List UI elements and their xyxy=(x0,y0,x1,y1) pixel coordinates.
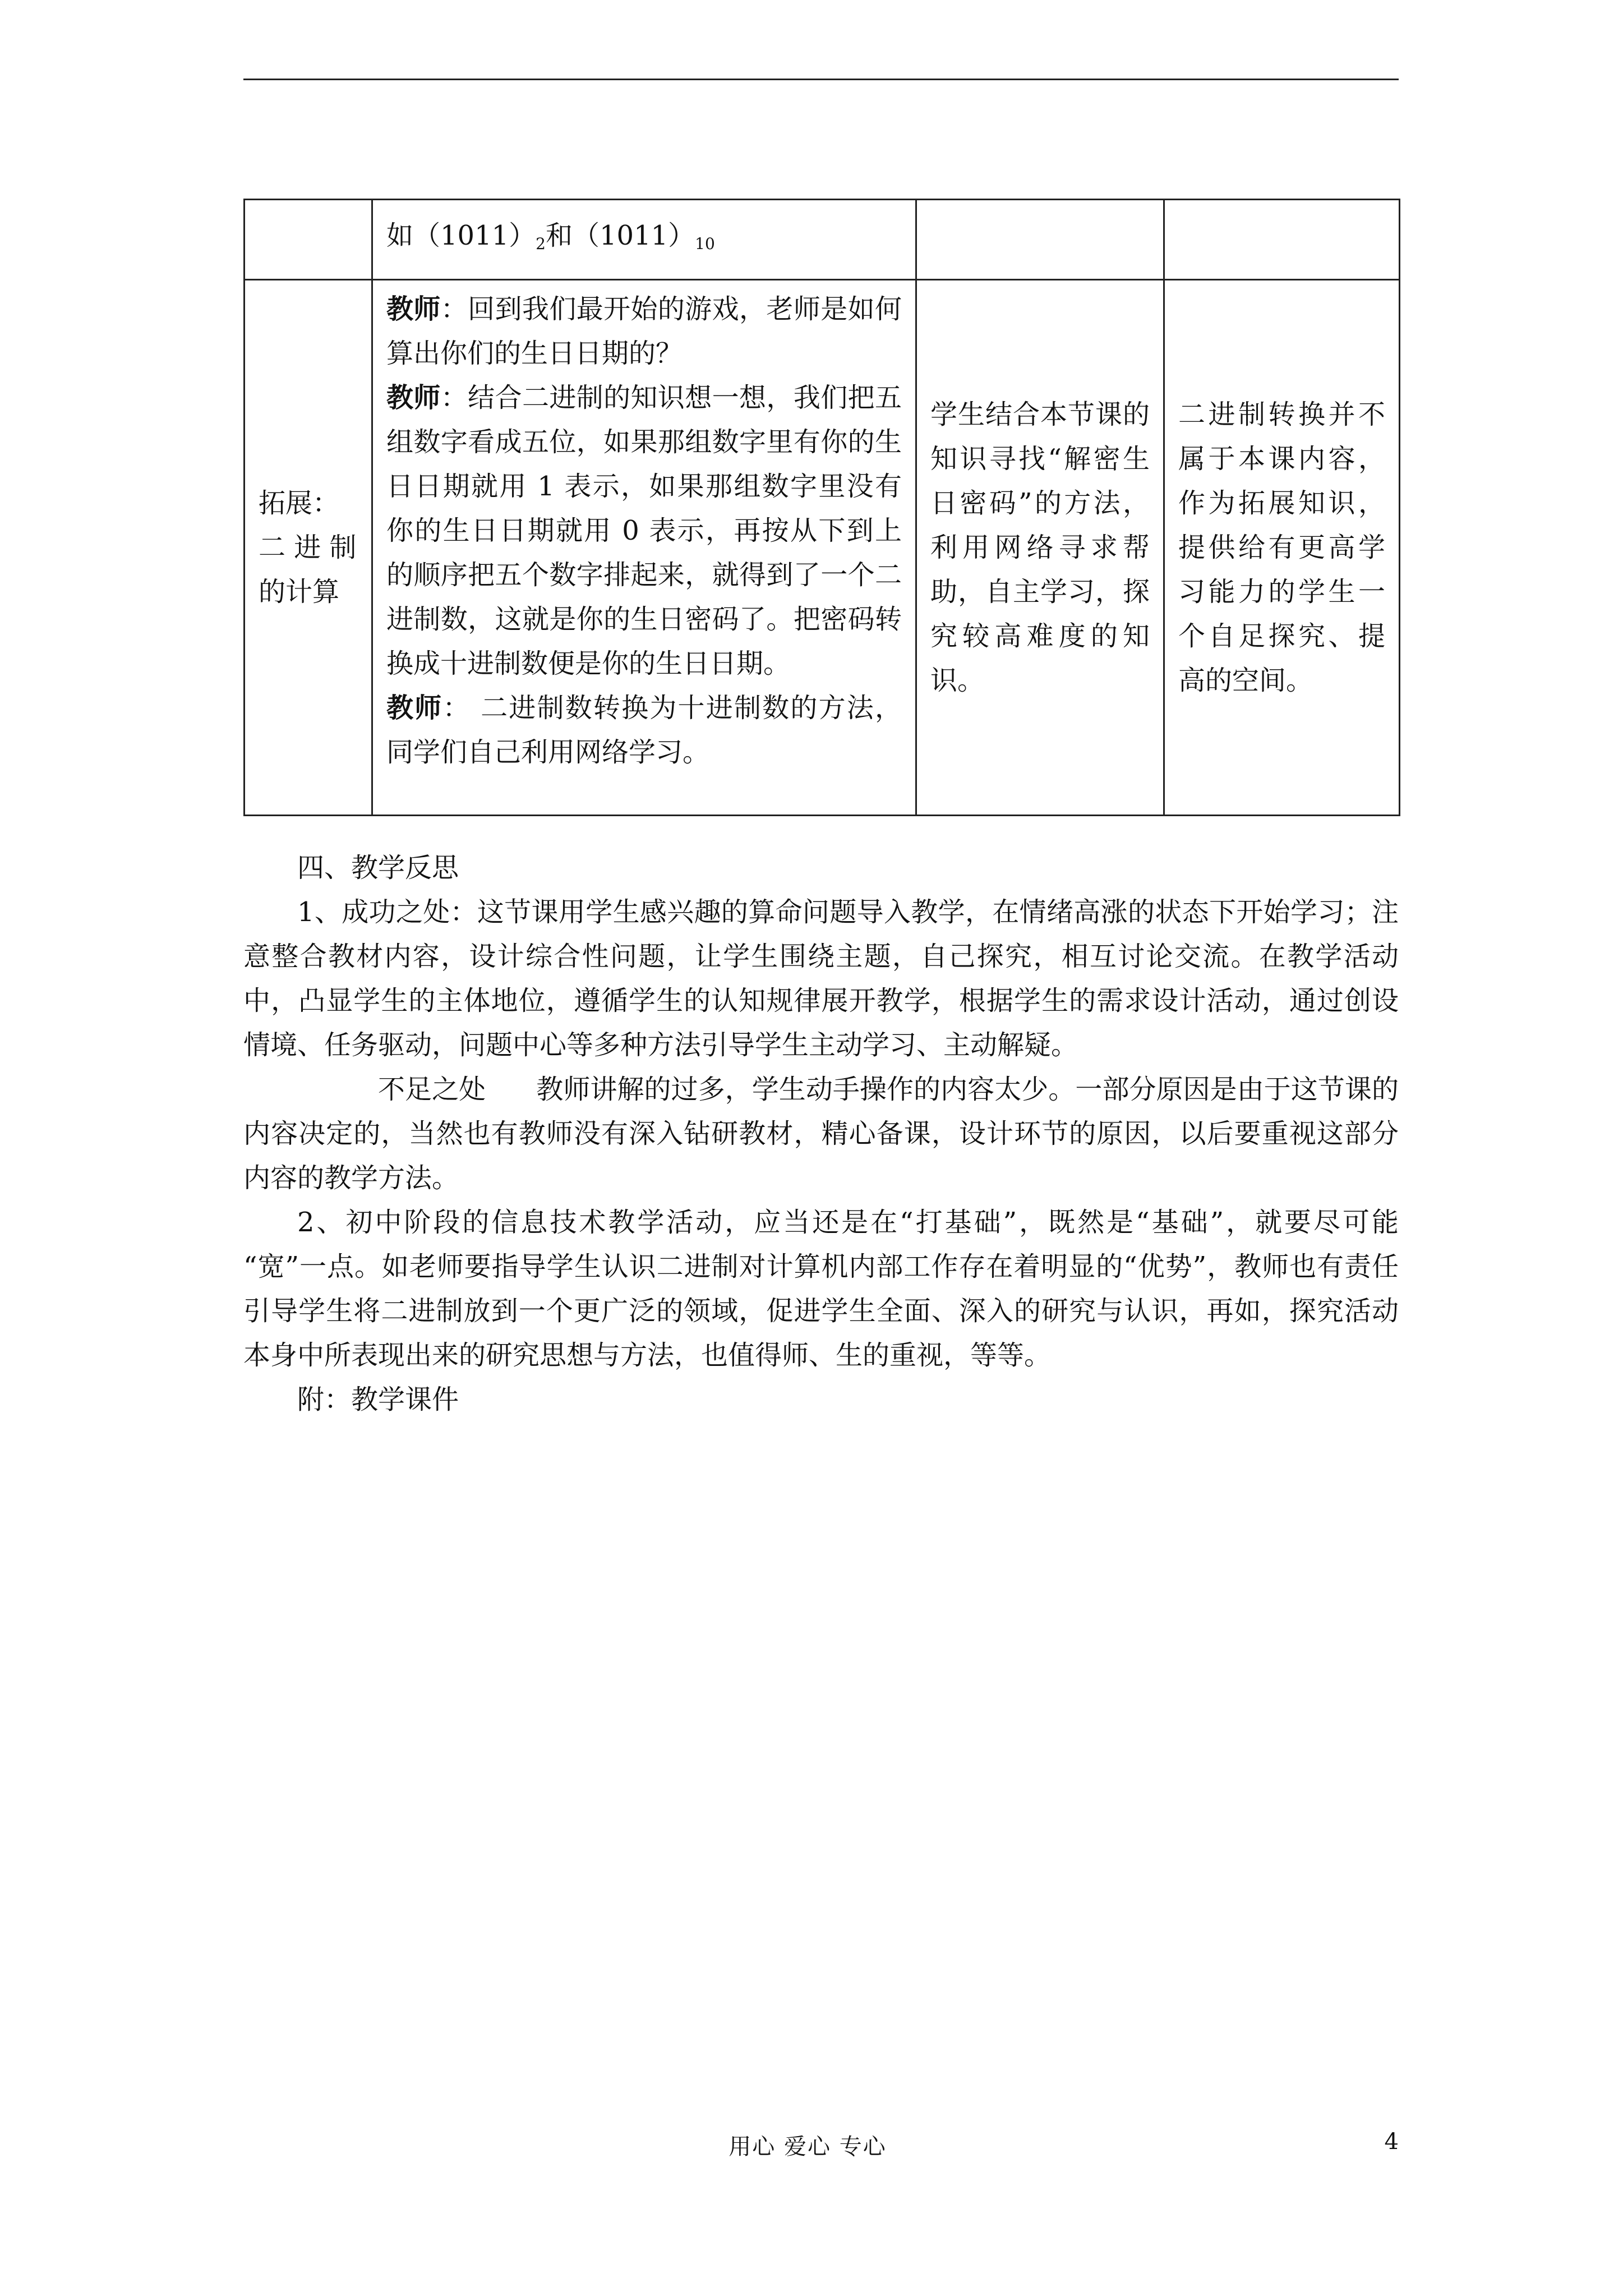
teacher-line xyxy=(386,376,902,686)
content-cell xyxy=(372,200,916,280)
teacher-text: ：回到我们最开始的游戏，老师是如何算出你们的生日日期的？ xyxy=(386,293,902,369)
student-activity-cell: 学生结合本节课的知识寻找“解密生日密码”的方法，利用网络寻求帮助，自主学习，探究较高难度的知识。 xyxy=(916,280,1164,816)
teacher-line xyxy=(386,686,902,775)
teacher-text: ： 二进制数转换为十进制数的方法，同学们自己利用网络学习。 xyxy=(386,692,902,768)
student-cell-empty xyxy=(916,200,1164,280)
table-row xyxy=(245,280,1400,816)
stage-label: 拓展： xyxy=(259,487,340,519)
content-text: 和（1011） xyxy=(546,219,695,251)
header-rule xyxy=(243,79,1399,80)
table-row xyxy=(245,200,1400,280)
paragraph xyxy=(243,1068,1399,1200)
teacher-label: 教师 xyxy=(386,692,443,724)
teacher-line xyxy=(386,287,902,376)
intent-cell-empty xyxy=(1164,200,1400,280)
teacher-text: ：结合二进制的知识想一想，我们把五组数字看成五位，如果那组数字里有你的生日日期就用 1 表示，如果那组数字里没有你的生日日期就用 0 表示，再按从下到上的顺序把五个数字排起来，就得到了一个二进制数，这就是你的生日密码了。把密码转换成十进制数便是你的生日日期。 xyxy=(386,382,902,679)
section-heading: 四、教学反思 xyxy=(297,852,459,884)
page-number: 4 xyxy=(1384,2129,1399,2155)
subscript-base-2: 2 xyxy=(536,234,546,253)
reflection-section xyxy=(243,846,1399,1422)
paragraph-label: 不足之处 xyxy=(378,1074,486,1105)
teacher-label: 教师 xyxy=(386,382,441,413)
paragraph: 1、成功之处：这节课用学生感兴趣的算命问题导入教学，在情绪高涨的状态下开始学习；注意整合教材内容，设计综合性问题，让学生围绕主题，自己探究，相互讨论交流。在教学活动中，凸显学生的主体地位，遵循学生的认知规律展开教学，根据学生的需求设计活动，通过创设情境、任务驱动，问题中心等多种方法引导学生主动学习、主动解疑。 xyxy=(243,896,1399,1061)
content-text: 如（1011） xyxy=(386,219,536,251)
stage-cell-empty xyxy=(245,200,372,280)
stage-label: 二 进 制 xyxy=(259,531,357,563)
footer-motto: 用心 爱心 专心 xyxy=(728,2134,887,2160)
lesson-table xyxy=(243,199,1400,816)
teacher-label: 教师 xyxy=(386,293,441,325)
paragraph: 附：教学课件 xyxy=(297,1384,459,1415)
design-intent-cell: 二进制转换并不属于本课内容，作为拓展知识，提供给有更高学习能力的学生一个自足探究、提高的空间。 xyxy=(1164,280,1400,816)
teacher-activity-cell xyxy=(372,280,916,816)
stage-label: 的计算 xyxy=(259,576,340,608)
paragraph-text: 教师讲解的过多，学生动手操作的内容太少。一部分原因是由于这节课的内容决定的，当然也有教师没有深入钻研教材，精心备课，设计环节的原因，以后要重视这部分内容的教学方法。 xyxy=(243,1074,1399,1194)
paragraph: 2、初中阶段的信息技术教学活动，应当还是在“打基础”，既然是“基础”，就要尽可能 “宽”一点。如老师要指导学生认识二进制对计算机内部工作存在着明显的“优势”，教师也有责任引导学生将二进制放到一个更广泛的领域，促进学生全面、深入的研究与认识，再如，探究活动本身中所表现出来的研究思想与方法，也值得师、生的重视，等等。 xyxy=(243,1207,1399,1371)
subscript-base-10: 10 xyxy=(695,234,715,253)
stage-cell xyxy=(245,280,372,816)
